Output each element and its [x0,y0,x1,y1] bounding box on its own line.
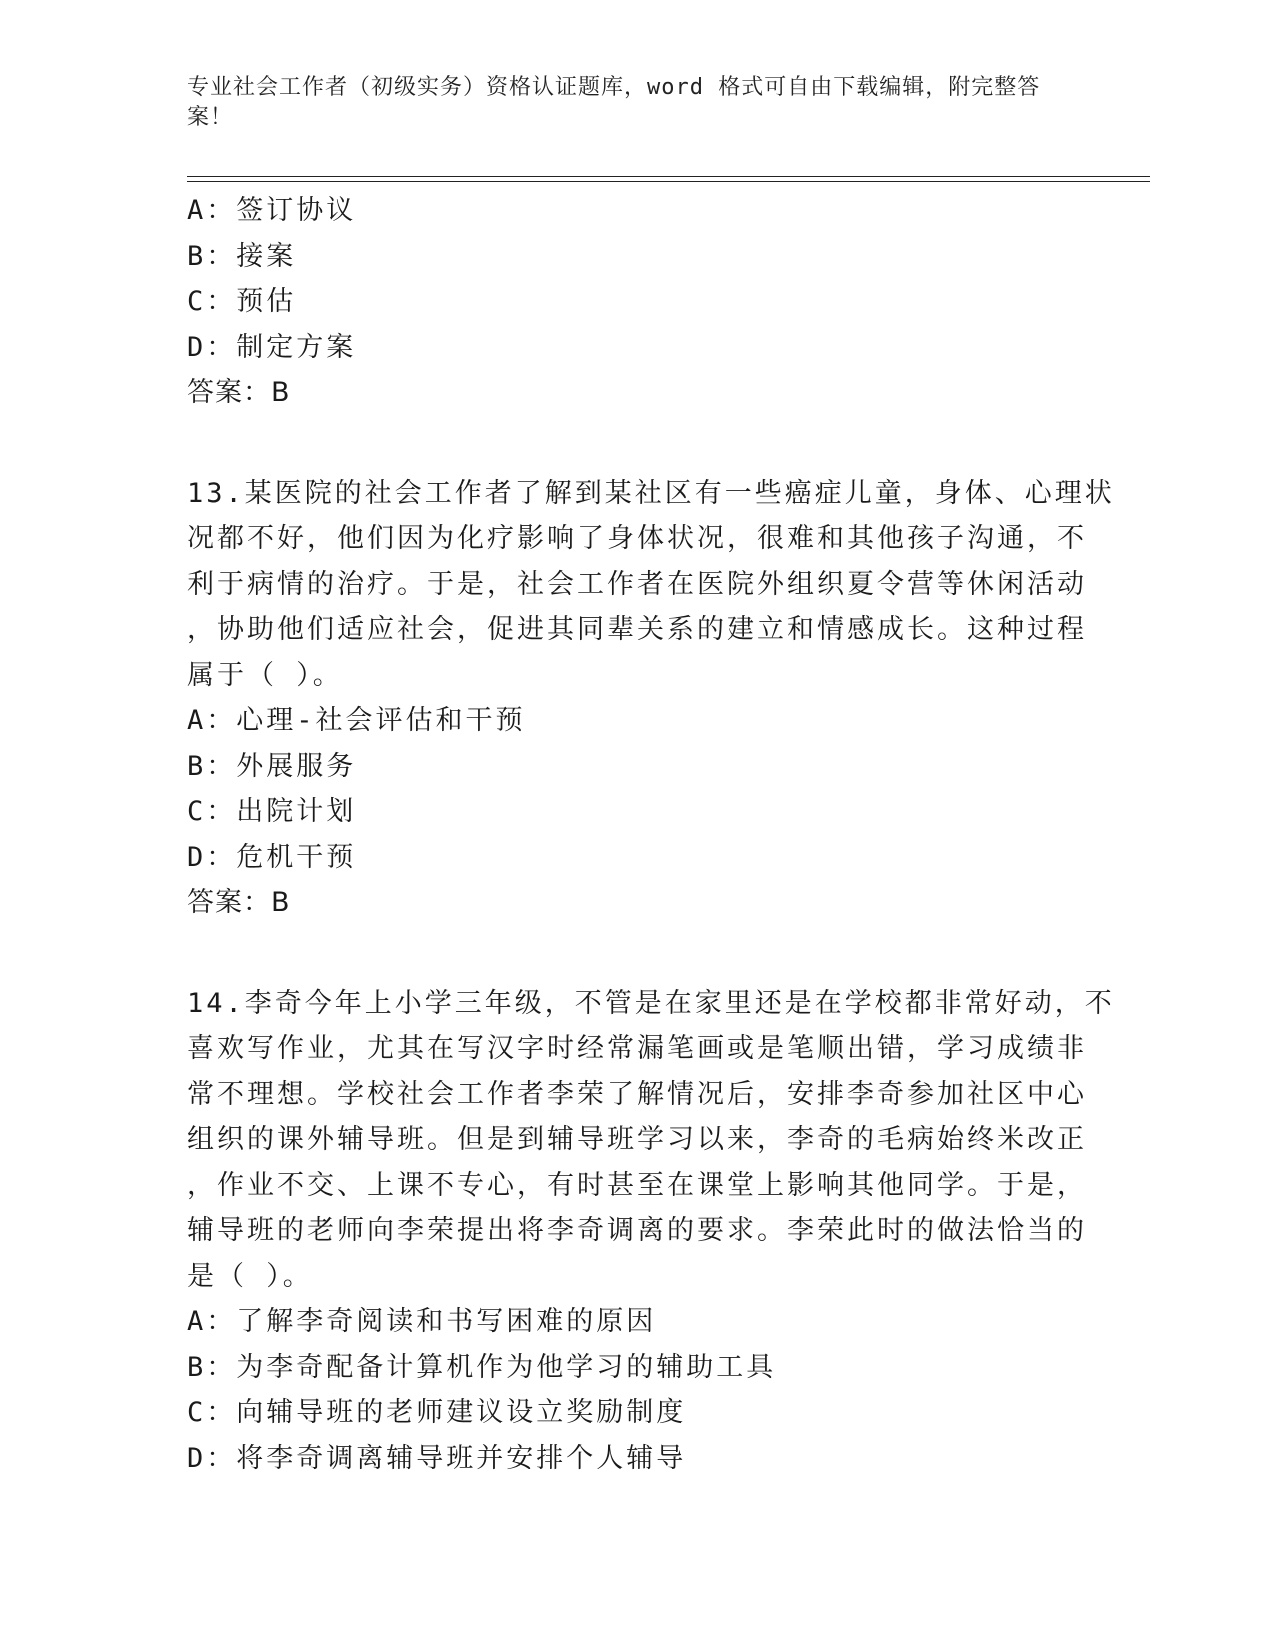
option-d: D：制定方案 [187,331,357,363]
question-13 [187,471,1115,926]
question-content [187,188,1115,1481]
question-stem-line: 属于（ ）。 [187,659,343,691]
page-header: 专业社会工作者（初级实务）资格认证题库，word 格式可自由下载编辑，附完整答案！ [187,75,1041,130]
question-stem-line: 利于病情的治疗。于是，社会工作者在医院外组织夏令营等休闲活动 [187,568,1087,600]
question-stem-line: 辅导班的老师向李荣提出将李奇调离的要求。李荣此时的做法恰当的 [187,1215,1087,1246]
option-a: A：了解李奇阅读和书写困难的原因 [187,1306,657,1337]
option-d: D：将李奇调离辅导班并安排个人辅导 [187,1442,687,1474]
option-c: C：预估 [187,286,297,317]
question-12 [187,188,1087,416]
header-rule-top [187,176,1150,177]
header-rule-bottom [187,181,1150,182]
question-stem-line: 是（ ）。 [187,1260,313,1292]
option-d: D：危机干预 [187,841,357,873]
question-stem-line: 喜欢写作业，尤其在写汉字时经常漏笔画或是笔顺出错，学习成绩非 [187,1033,1087,1064]
answer: 答案：B [187,377,291,408]
question-stem-line: 13.某医院的社会工作者了解到某社区有一些癌症儿童，身体、心理状 [187,477,1115,509]
option-a: A：心理-社会评估和干预 [187,705,526,736]
question-stem-line: 常不理想。学校社会工作者李荣了解情况后，安排李奇参加社区中心 [187,1078,1087,1110]
question-stem-line: 14.李奇今年上小学三年级，不管是在家里还是在学校都非常好动，不 [187,987,1115,1019]
option-a: A：签订协议 [187,195,357,226]
answer: 答案：B [187,887,291,918]
question-stem-line: ，作业不交、上课不专心，有时甚至在课堂上影响其他同学。于是， [187,1169,1087,1201]
option-b: B：接案 [187,240,297,272]
question-stem-line: ，协助他们适应社会，促进其同辈关系的建立和情感成长。这种过程 [187,614,1087,645]
option-b: B：为李奇配备计算机作为他学习的辅助工具 [187,1351,777,1383]
question-14 [187,981,1115,1482]
question-stem-line: 况都不好，他们因为化疗影响了身体状况，很难和其他孩子沟通，不 [187,523,1087,554]
option-b: B：外展服务 [187,750,357,782]
option-c: C：出院计划 [187,796,357,827]
option-c: C：向辅导班的老师建议设立奖励制度 [187,1397,687,1428]
question-stem-line: 组织的课外辅导班。但是到辅导班学习以来，李奇的毛病始终米改正 [187,1124,1087,1155]
